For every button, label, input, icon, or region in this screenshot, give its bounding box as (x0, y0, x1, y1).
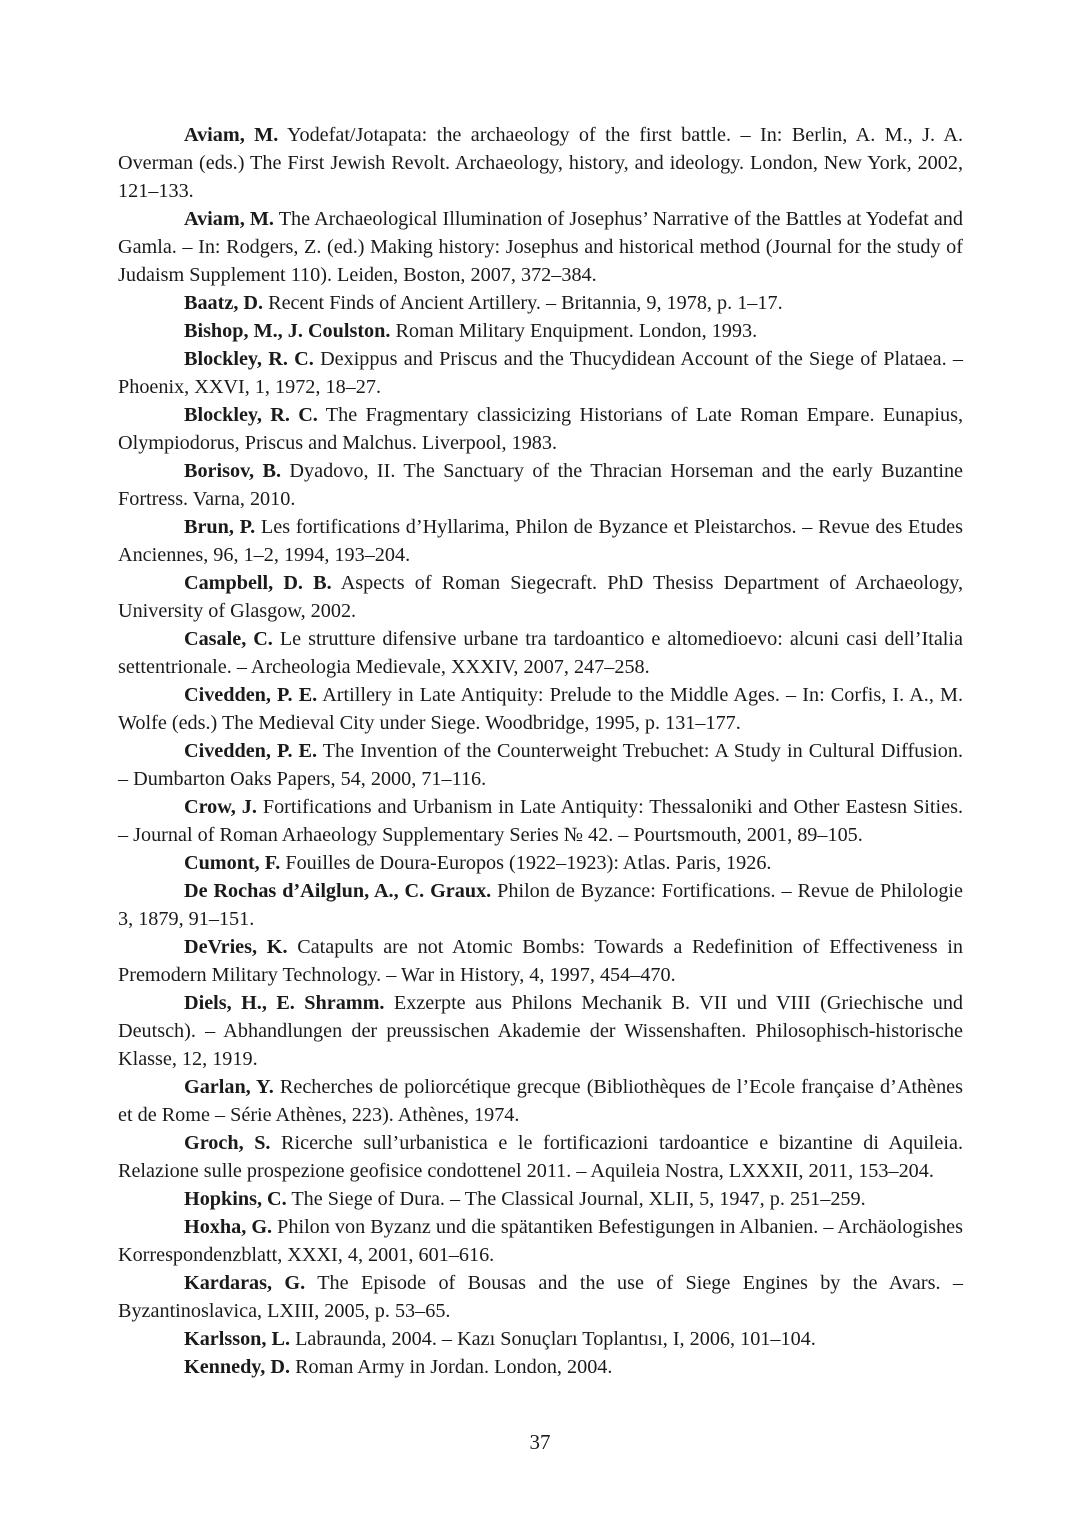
bibliography-entry (118, 625, 963, 681)
entry-text: Catapults are not Atomic Bombs: Towards a Redefinition of Effectiveness in Premodern Military Technology. – War in History, 4, 1997, 454–470. (118, 936, 963, 986)
entry-author: Kennedy, D. (184, 1356, 291, 1378)
bibliography-entry (118, 1213, 963, 1269)
bibliography-entry (118, 1185, 963, 1213)
entry-text: Roman Army in Jordan. London, 2004. (290, 1356, 613, 1378)
entry-author: Crow, J. (184, 796, 257, 818)
bibliography-entry (118, 205, 963, 289)
entry-author: Cumont, F. (184, 852, 281, 874)
bibliography-entry (118, 737, 963, 793)
bibliography-entry (118, 457, 963, 513)
entry-text: Philon von Byzanz und die spätantiken Befestigungen in Albanien. – Archäologishes Korrespondenzblatt, XXXI, 4, 2001, 601–616. (118, 1216, 963, 1266)
entry-text: The Archaeological Illumination of Josephus’ Narrative of the Battles at Yodefat and Gamla. – In: Rodgers, Z. (ed.) Making history: Josephus and historical method (Journal for the study of Judaism Supplement 110). Leiden, Boston, 2007, 372–384. (118, 208, 963, 286)
bibliography-entry (118, 1325, 963, 1353)
entry-author: Borisov, B. (184, 460, 282, 482)
entry-text: The Episode of Bousas and the use of Siege Engines by the Avars. – Byzantinoslavica, LXIII, 2005, p. 53–65. (118, 1272, 963, 1322)
bibliography-entry (118, 989, 963, 1073)
page-number: 37 (529, 1430, 551, 1454)
entry-text: Ricerche sull’urbanistica e le fortificazioni tardoantice e bizantine di Aquileia. Relazione sulle prospezione geofisice condottenel 2011. – Aquileia Nostra, LXXXII, 2011, 153–204. (118, 1132, 963, 1182)
entry-author: Casale, C. (184, 628, 273, 650)
entry-text: Yodefat/Jotapata: the archaeology of the first battle. – In: Berlin, A. M., J. A. Overman (eds.) The First Jewish Revolt. Archaeology, history, and ideology. London, New York, 2002, 121–133. (118, 124, 963, 202)
entry-author: Karlsson, L. (184, 1328, 291, 1350)
bibliography-entry (118, 1269, 963, 1325)
entry-text: Fouilles de Doura-Europos (1922–1923): Atlas. Paris, 1926. (280, 852, 772, 874)
bibliography-entry (118, 793, 963, 849)
bibliography-entry (118, 121, 963, 205)
entry-author: Bishop, M., J. Coulston. (184, 320, 391, 342)
entry-author: Hoxha, G. (184, 1216, 273, 1238)
bibliography-entry (118, 1129, 963, 1185)
entry-text: The Siege of Dura. – The Classical Journal, XLII, 5, 1947, p. 251–259. (286, 1188, 866, 1210)
entry-text: Le strutture difensive urbane tra tardoantico e altomedioevo: alcuni casi dell’Italia settentrionale. – Archeologia Medievale, XXXIV, 2007, 247–258. (118, 628, 963, 678)
entry-author: Garlan, Y. (184, 1076, 274, 1098)
entry-text: Recherches de poliorcétique grecque (Bibliothèques de l’Ecole française d’Athènes et de Rome – Série Athènes, 223). Athènes, 1974. (118, 1076, 964, 1126)
entry-text: Aspects of Roman Siegecraft. PhD Thesiss Department of Archaeology, University of Glasgow, 2002. (118, 572, 963, 622)
entry-author: Baatz, D. (184, 292, 264, 314)
entry-text: The Invention of the Counterweight Trebuchet: A Study in Cultural Diffusion. – Dumbarton Oaks Papers, 54, 2000, 71–116. (118, 740, 963, 790)
bibliography-entry (118, 345, 963, 401)
entry-author: Groch, S. (184, 1132, 271, 1154)
bibliography-entry (118, 1353, 963, 1381)
entry-text: Roman Military Enquipment. London, 1993. (390, 320, 758, 342)
entry-author: Civedden, P. E. (184, 684, 318, 706)
entry-author: De Rochas d’Ailglun, A., C. Graux. (184, 880, 492, 902)
entry-author: Brun, P. (184, 516, 256, 538)
entry-author: Aviam, M. (184, 208, 274, 230)
entry-author: Campbell, D. B. (184, 572, 332, 594)
bibliography-entry (118, 933, 963, 989)
entry-author: Diels, H., E. Shramm. (184, 992, 385, 1014)
entry-text: Dexippus and Priscus and the Thucydidean Account of the Siege of Plataea. – Phoenix, XXVI, 1, 1972, 18–27. (118, 348, 964, 398)
bibliography-entry (118, 289, 963, 317)
bibliography-entry (118, 569, 963, 625)
entry-author: Hopkins, C. (184, 1188, 287, 1210)
entry-text: Artillery in Late Antiquity: Prelude to the Middle Ages. – In: Corfis, I. A., M. Wolfe (eds.) The Medieval City under Siege. Woodbridge, 1995, p. 131–177. (118, 684, 963, 734)
bibliography-list (118, 121, 963, 1381)
entry-author: DeVries, K. (184, 936, 288, 958)
bibliography-entry (118, 513, 963, 569)
entry-text: Les fortifications d’Hyllarima, Philon de Byzance et Pleistarchos. – Revue des Etudes Anciennes, 96, 1–2, 1994, 193–204. (118, 516, 964, 566)
entry-author: Kardaras, G. (184, 1272, 306, 1294)
entry-text: Philon de Byzance: Fortifications. – Revue de Philologie 3, 1879, 91–151. (118, 880, 964, 930)
entry-author: Blockley, R. C. (184, 404, 318, 426)
entry-author: Civedden, P. E. (184, 740, 318, 762)
entry-text: Labraunda, 2004. – Kazı Sonuçları Toplantısı, I, 2006, 101–104. (290, 1328, 816, 1350)
bibliography-entry (118, 849, 963, 877)
entry-text: Recent Finds of Ancient Artillery. – Britannia, 9, 1978, p. 1–17. (263, 292, 783, 314)
bibliography-entry (118, 1073, 963, 1129)
bibliography-entry (118, 401, 963, 457)
entry-text: The Fragmentary classicizing Historians of Late Roman Empare. Eunapius, Olympiodorus, Priscus and Malchus. Liverpool, 1983. (118, 404, 963, 454)
bibliography-entry (118, 877, 963, 933)
bibliography-entry (118, 681, 963, 737)
entry-text: Exzerpte aus Philons Mechanik B. VII und VIII (Griechische und Deutsch). – Abhandlungen der preussischen Akademie der Wissenshaften. Philosophisch-historische Klasse, 12, 1919. (118, 992, 964, 1070)
entry-author: Blockley, R. C. (184, 348, 314, 370)
bibliography-entry (118, 317, 963, 345)
entry-text: Dyadovo, II. The Sanctuary of the Thracian Horseman and the early Buzantine Fortress. Varna, 2010. (118, 460, 963, 510)
entry-author: Aviam, M. (184, 124, 279, 146)
entry-text: Fortifications and Urbanism in Late Antiquity: Thessaloniki and Other Eastesn Sities. – Journal of Roman Arhaeology Supplementary Series № 42. – Pourtsmouth, 2001, 89–105. (118, 796, 963, 846)
